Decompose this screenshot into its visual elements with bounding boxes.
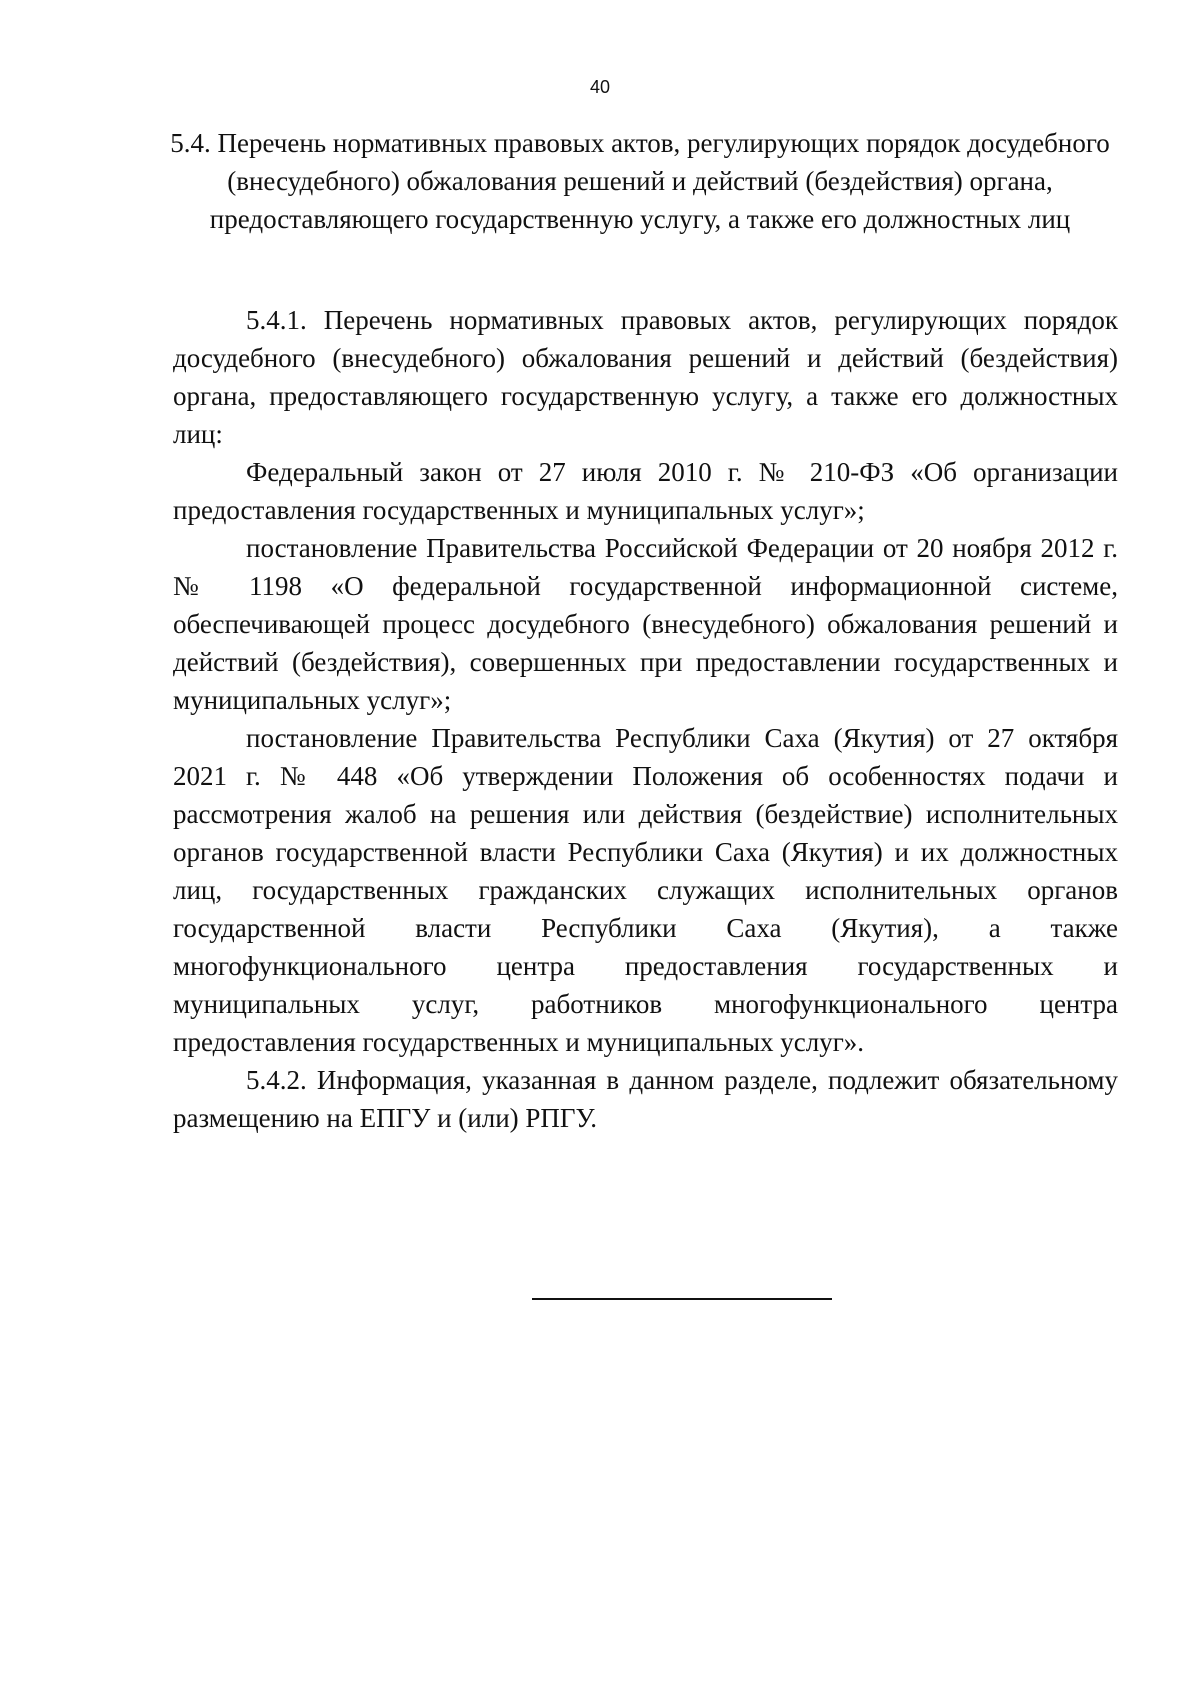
paragraph-federal-law: Федеральный закон от 27 июля 2010 г. № 210-ФЗ «Об организации предоставления государственных и муниципальных услуг»; — [173, 457, 1118, 525]
page-number: 40 — [589, 77, 611, 97]
paragraph-5-4-2: 5.4.2. Информация, указанная в данном разделе, подлежит обязательному размещению на ЕПГУ и (или) РПГУ. — [173, 1065, 1118, 1133]
end-separator-line — [532, 1298, 832, 1300]
section-body — [173, 301, 1118, 1137]
paragraph-5-4-1: 5.4.1. Перечень нормативных правовых актов, регулирующих порядок досудебного (внесудебного) обжалования решений и действий (бездействия) органа, предоставляющего государственную услугу, а также его должностных лиц: — [173, 305, 1118, 449]
paragraph-government-resolution-1198: постановление Правительства Российской Федерации от 20 ноября 2012 г. № 1198 «О федеральной государственной информационной системе, обеспечивающей процесс досудебного (внесудебного) обжалования решений и действий (бездействия), совершенных при предоставлении государственных и муниципальных услуг»; — [173, 533, 1118, 715]
paragraph-government-resolution-448: постановление Правительства Республики Саха (Якутия) от 27 октября 2021 г. № 448 «Об утверждении Положения об особенностях подачи и рассмотрения жалоб на решения или действия (бездействие) исполнительных органов государственной власти Республики Саха (Якутия) и их должностных лиц, государственных гражданских служащих исполнительных органов государственной власти Республики Саха (Якутия), а также многофункционального центра предоставления государственных и муниципальных услуг, работников многофункционального центра предоставления государственных и муниципальных услуг». — [173, 723, 1118, 1057]
section-title: 5.4. Перечень нормативных правовых актов, регулирующих порядок досудебного (внесудебного) обжалования решений и действий (бездействия) органа, предоставляющего государственную услугу, а также его должностных лиц — [170, 128, 1110, 234]
